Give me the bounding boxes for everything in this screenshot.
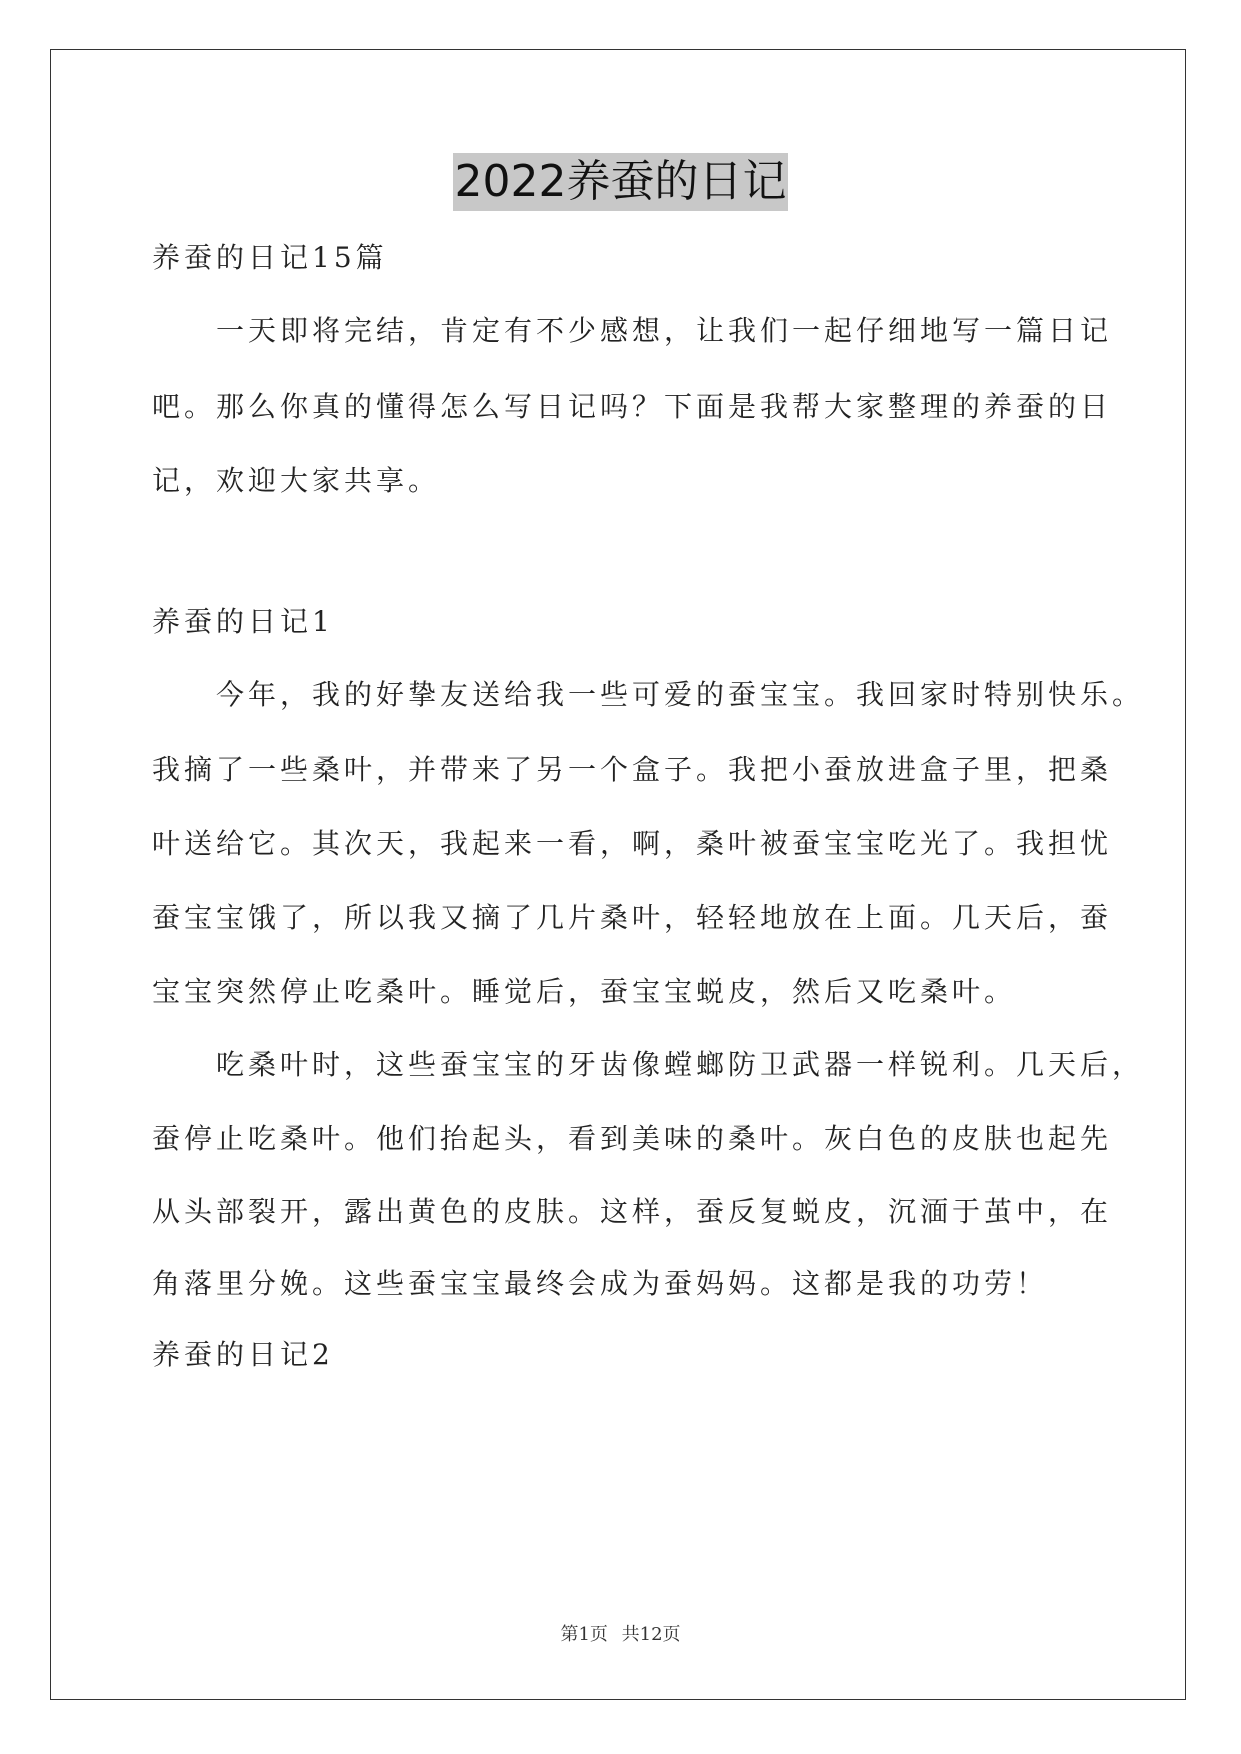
page-footer xyxy=(0,1620,1241,1646)
paragraph-line: 今年，我的好挚友送给我一些可爱的蚕宝宝。我回家时特别快乐。 xyxy=(216,678,1145,711)
subtitle: 养蚕的日记15篇 xyxy=(152,241,388,274)
paragraph-line: 蚕宝宝饿了，所以我又摘了几片桑叶，轻轻地放在上面。几天后，蚕 xyxy=(152,901,1113,934)
intro-line: 记，欢迎大家共享。 xyxy=(152,464,441,497)
paragraph-line: 吃桑叶时，这些蚕宝宝的牙齿像螳螂防卫武器一样锐利。几天后， xyxy=(216,1048,1145,1081)
paragraph-line: 宝宝突然停止吃桑叶。睡觉后，蚕宝宝蜕皮，然后又吃桑叶。 xyxy=(152,975,1017,1008)
paragraph-line: 叶送给它。其次天，我起来一看，啊，桑叶被蚕宝宝吃光了。我担忧 xyxy=(152,827,1113,860)
paragraph-line: 从头部裂开，露出黄色的皮肤。这样，蚕反复蜕皮，沉湎于茧中，在 xyxy=(152,1195,1113,1228)
paragraph-line: 角落里分娩。这些蚕宝宝最终会成为蚕妈妈。这都是我的功劳！ xyxy=(152,1267,1049,1300)
title-container xyxy=(0,153,1241,211)
section-heading: 养蚕的日记2 xyxy=(152,1338,334,1371)
page-number: 第1页 xyxy=(560,1624,608,1645)
intro-line: 吧。那么你真的懂得怎么写日记吗？下面是我帮大家整理的养蚕的日 xyxy=(152,390,1113,423)
section-heading: 养蚕的日记1 xyxy=(152,605,334,638)
document-title: 2022养蚕的日记 xyxy=(453,153,789,211)
paragraph-line: 蚕停止吃桑叶。他们抬起头，看到美味的桑叶。灰白色的皮肤也起先 xyxy=(152,1122,1113,1155)
intro-line: 一天即将完结，肯定有不少感想，让我们一起仔细地写一篇日记 xyxy=(216,314,1113,347)
page-border xyxy=(50,49,1186,1700)
page-total: 共12页 xyxy=(621,1624,681,1645)
paragraph-line: 我摘了一些桑叶，并带来了另一个盒子。我把小蚕放进盒子里，把桑 xyxy=(152,753,1113,786)
